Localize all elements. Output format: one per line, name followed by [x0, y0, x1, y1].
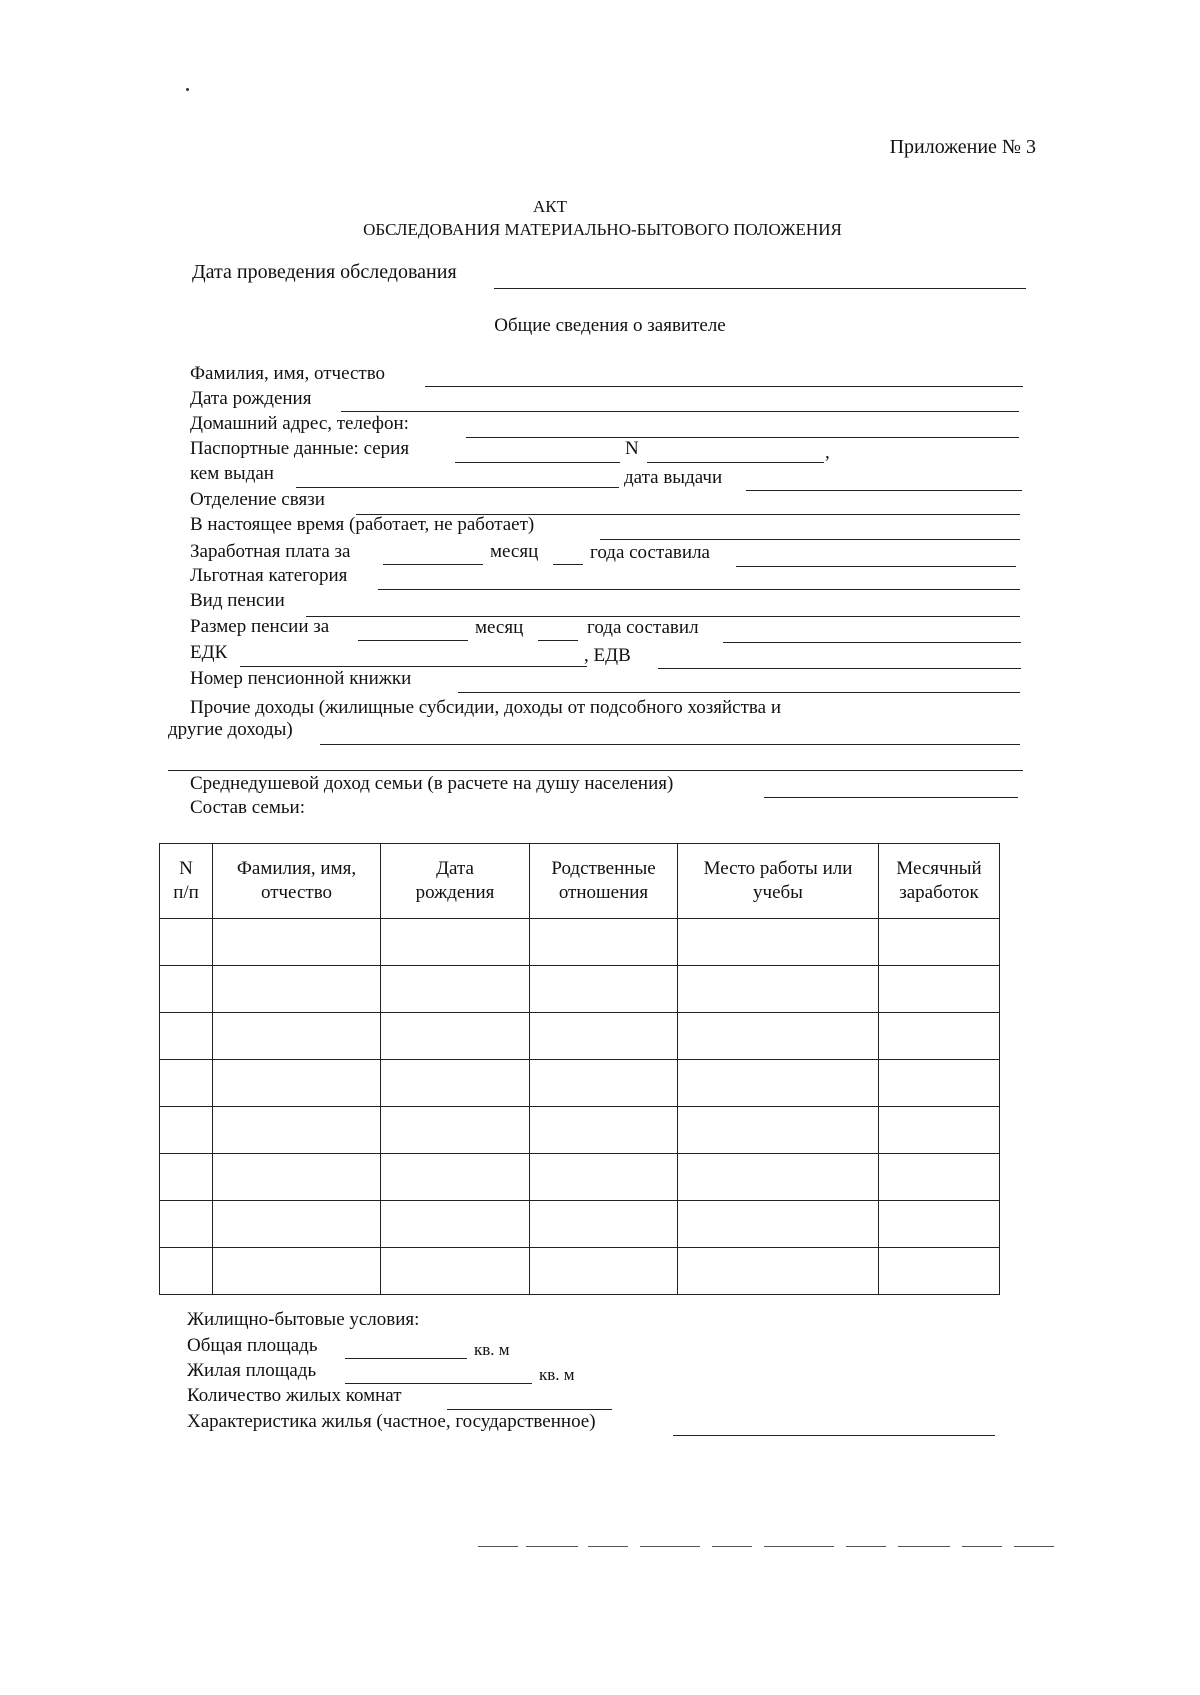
table-cell[interactable]: [678, 1060, 879, 1107]
housing-type-label: Характеристика жилья (частное, государственное): [187, 1411, 596, 1432]
table-cell[interactable]: [213, 1013, 381, 1060]
table-cell[interactable]: [530, 1107, 678, 1154]
table-row: [160, 1107, 1000, 1154]
salary-label: Заработная плата за: [190, 541, 351, 562]
family-label: Состав семьи:: [190, 797, 306, 818]
salary-amount-field[interactable]: [736, 566, 1016, 567]
table-cell[interactable]: [530, 919, 678, 966]
pension-suffix-label: года составил: [587, 617, 699, 638]
family-table-body: [160, 919, 1000, 1295]
table-cell[interactable]: [381, 1013, 530, 1060]
col-header-name: Фамилия, имя, отчество: [213, 844, 381, 919]
salary-period-field[interactable]: [383, 564, 483, 565]
table-cell[interactable]: [530, 1013, 678, 1060]
housing-type-field[interactable]: [673, 1435, 995, 1436]
passport-number-label: N: [625, 438, 639, 459]
table-cell[interactable]: [879, 919, 1000, 966]
survey-date-label: Дата проведения обследования: [192, 261, 457, 283]
table-cell[interactable]: [879, 1107, 1000, 1154]
table-row: [160, 919, 1000, 966]
benefit-category-label: Льготная категория: [190, 565, 348, 586]
col-header-number: N п/п: [160, 844, 213, 919]
home-address-field[interactable]: [466, 437, 1019, 438]
total-area-unit: кв. м: [474, 1340, 510, 1359]
survey-date-field[interactable]: [494, 288, 1026, 289]
passport-label: Паспортные данные: серия: [190, 438, 410, 459]
edv-field[interactable]: [658, 668, 1021, 669]
act-title: АКТ: [533, 197, 567, 216]
edk-field[interactable]: [240, 666, 587, 667]
table-cell[interactable]: [213, 1201, 381, 1248]
scan-edge-dash: [764, 1546, 834, 1547]
family-table: [159, 843, 1000, 1295]
salary-month-label: месяц: [490, 541, 539, 562]
issue-date-field[interactable]: [746, 490, 1022, 491]
col-header-birth-date: Дата рождения: [381, 844, 530, 919]
table-cell[interactable]: [160, 919, 213, 966]
passport-number-field[interactable]: [647, 462, 824, 463]
scan-edge-dash: [846, 1546, 886, 1547]
table-cell[interactable]: [678, 1013, 879, 1060]
pension-year-field[interactable]: [538, 640, 578, 641]
table-cell[interactable]: [879, 1154, 1000, 1201]
table-cell[interactable]: [678, 1154, 879, 1201]
table-row: [160, 1201, 1000, 1248]
pension-month-label: месяц: [475, 617, 524, 638]
housing-title: Жилищно-бытовые условия:: [187, 1309, 420, 1330]
table-cell[interactable]: [213, 919, 381, 966]
table-row: [160, 1013, 1000, 1060]
table-cell[interactable]: [530, 1248, 678, 1295]
table-row: [160, 1060, 1000, 1107]
pension-type-label: Вид пенсии: [190, 590, 285, 611]
table-header-row: [160, 844, 1000, 919]
table-cell[interactable]: [381, 919, 530, 966]
living-area-unit: кв. м: [539, 1365, 575, 1384]
pension-period-field[interactable]: [358, 640, 468, 641]
other-income-label: Прочие доходы (жилищные субсидии, доходы от подсобного хозяйства и: [190, 697, 781, 718]
issued-by-field[interactable]: [296, 487, 619, 488]
birth-date-label: Дата рождения: [190, 388, 312, 409]
table-cell[interactable]: [160, 966, 213, 1013]
table-cell[interactable]: [213, 966, 381, 1013]
other-income-field[interactable]: [320, 744, 1020, 745]
table-cell[interactable]: [381, 1248, 530, 1295]
table-row: [160, 1248, 1000, 1295]
birth-date-field[interactable]: [341, 411, 1019, 412]
pension-book-label: Номер пенсионной книжки: [190, 668, 412, 689]
scan-edge-dash: [478, 1546, 518, 1547]
scan-edge-dash: [898, 1546, 950, 1547]
living-area-label: Жилая площадь: [187, 1360, 317, 1381]
table-cell[interactable]: [678, 1248, 879, 1295]
scan-dot: [186, 88, 189, 91]
table-cell[interactable]: [213, 1248, 381, 1295]
living-area-field[interactable]: [345, 1383, 532, 1384]
table-row: [160, 966, 1000, 1013]
total-area-label: Общая площадь: [187, 1335, 318, 1356]
table-cell[interactable]: [678, 966, 879, 1013]
table-cell[interactable]: [160, 1154, 213, 1201]
edk-label: ЕДК: [190, 642, 228, 663]
full-name-label: Фамилия, имя, отчество: [190, 363, 386, 384]
table-cell[interactable]: [879, 1060, 1000, 1107]
table-cell[interactable]: [678, 919, 879, 966]
pension-size-label: Размер пенсии за: [190, 616, 330, 637]
employment-field[interactable]: [600, 539, 1020, 540]
act-subtitle: ОБСЛЕДОВАНИЯ МАТЕРИАЛЬНО-БЫТОВОГО ПОЛОЖЕНИЯ: [363, 220, 842, 239]
other-income-field-2[interactable]: [168, 770, 1023, 771]
table-cell[interactable]: [160, 1248, 213, 1295]
pension-amount-field[interactable]: [723, 642, 1021, 643]
table-cell[interactable]: [160, 1107, 213, 1154]
table-cell[interactable]: [381, 1154, 530, 1201]
avg-income-field[interactable]: [764, 797, 1018, 798]
table-cell[interactable]: [879, 1248, 1000, 1295]
scan-edge-dash: [962, 1546, 1002, 1547]
salary-suffix-label: года составила: [590, 542, 710, 563]
col-header-workplace: Место работы или учебы: [678, 844, 879, 919]
scan-edge-dash: [588, 1546, 628, 1547]
table-cell[interactable]: [530, 1060, 678, 1107]
other-income-label-2: другие доходы): [168, 719, 293, 740]
employment-label: В настоящее время (работает, не работает): [190, 514, 535, 535]
table-row: [160, 1154, 1000, 1201]
home-address-label: Домашний адрес, телефон:: [190, 413, 409, 434]
scan-edge-dash: [640, 1546, 700, 1547]
rooms-field[interactable]: [447, 1409, 612, 1410]
passport-comma: ,: [825, 442, 830, 463]
col-header-relation: Родственные отношения: [530, 844, 678, 919]
annex-label: Приложение № 3: [889, 136, 1036, 158]
scan-edge-dash: [526, 1546, 578, 1547]
table-cell[interactable]: [879, 966, 1000, 1013]
table-cell[interactable]: [381, 966, 530, 1013]
table-cell[interactable]: [381, 1060, 530, 1107]
table-cell[interactable]: [160, 1060, 213, 1107]
issued-by-label: кем выдан: [190, 463, 274, 484]
post-office-label: Отделение связи: [190, 489, 325, 510]
table-cell[interactable]: [213, 1107, 381, 1154]
pension-book-field[interactable]: [458, 692, 1020, 693]
rooms-label: Количество жилых комнат: [187, 1385, 402, 1406]
salary-year-field[interactable]: [553, 564, 583, 565]
full-name-field[interactable]: [425, 386, 1023, 387]
table-cell[interactable]: [530, 1154, 678, 1201]
benefit-category-field[interactable]: [378, 589, 1020, 590]
scan-edge-dash: [1014, 1546, 1054, 1547]
table-cell[interactable]: [381, 1201, 530, 1248]
scan-edge-dash: [712, 1546, 752, 1547]
edv-label: , ЕДВ: [584, 645, 631, 666]
issue-date-label: дата выдачи: [624, 467, 723, 488]
table-cell[interactable]: [530, 966, 678, 1013]
avg-income-label: Среднедушевой доход семьи (в расчете на душу населения): [190, 773, 674, 794]
table-cell[interactable]: [213, 1060, 381, 1107]
table-cell[interactable]: [879, 1013, 1000, 1060]
section-title: Общие сведения о заявителе: [494, 315, 726, 336]
table-cell[interactable]: [678, 1201, 879, 1248]
table-cell[interactable]: [160, 1013, 213, 1060]
table-cell[interactable]: [213, 1154, 381, 1201]
col-header-income: Месячный заработок: [879, 844, 1000, 919]
table-cell[interactable]: [381, 1107, 530, 1154]
passport-series-field[interactable]: [455, 462, 620, 463]
table-cell[interactable]: [879, 1201, 1000, 1248]
total-area-field[interactable]: [345, 1358, 467, 1359]
table-cell[interactable]: [530, 1201, 678, 1248]
table-cell[interactable]: [678, 1107, 879, 1154]
table-cell[interactable]: [160, 1201, 213, 1248]
